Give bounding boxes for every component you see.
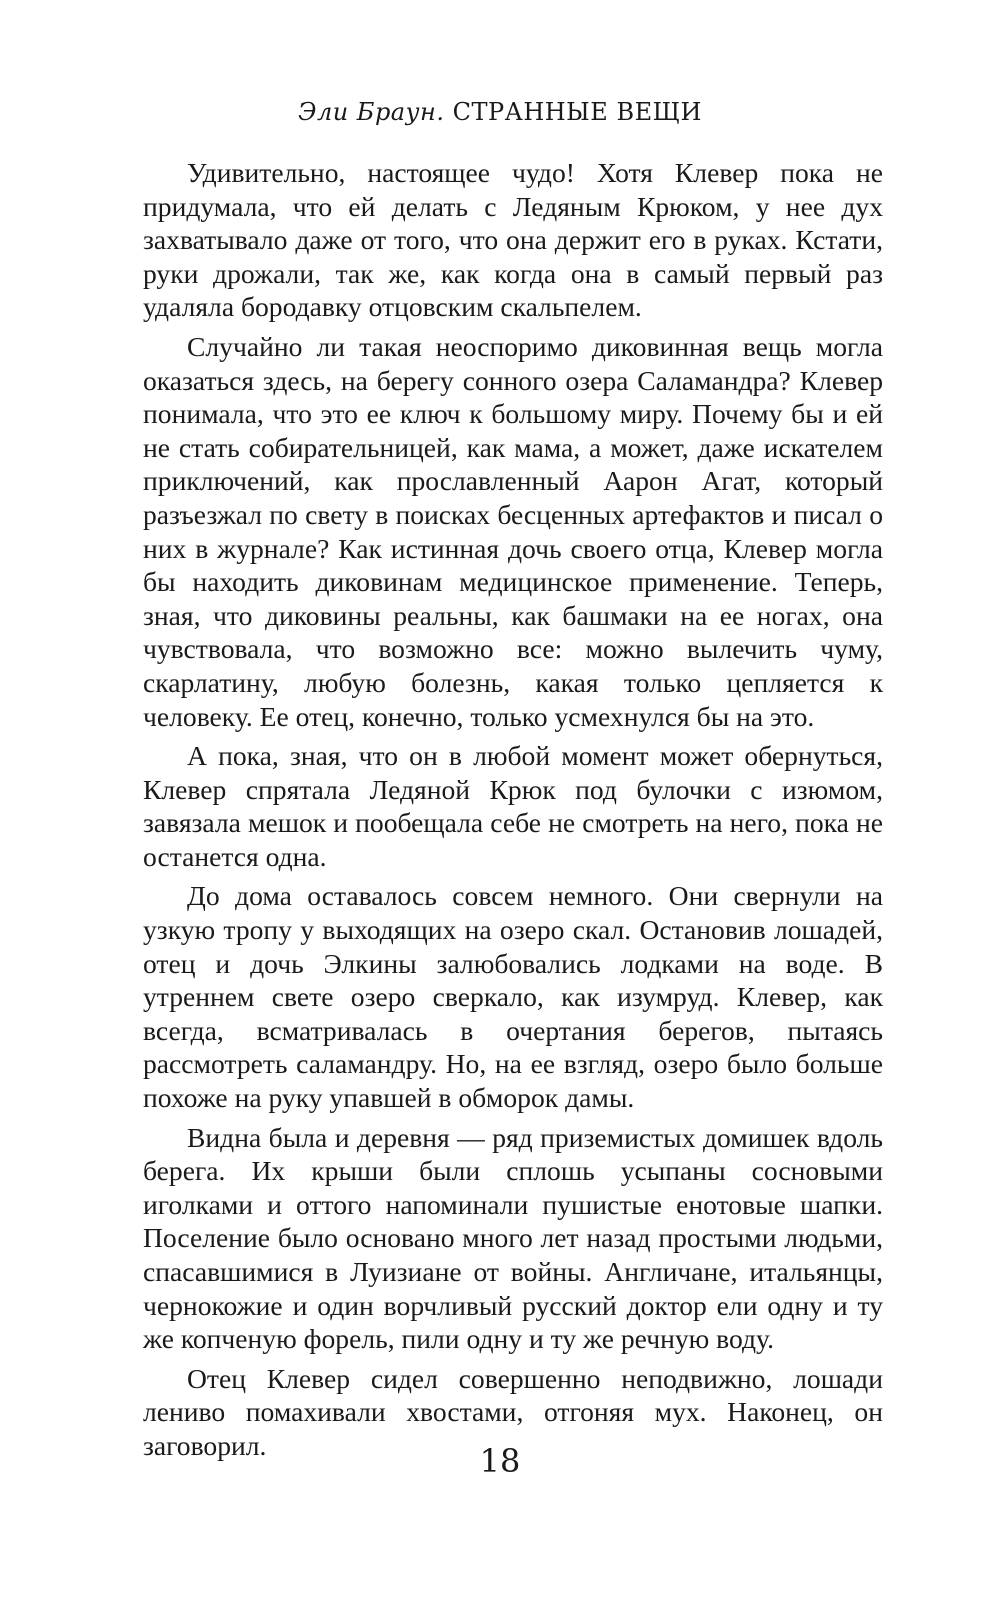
- paragraph-1: Удивительно, настоящее чудо! Хотя Клевер пока не придумала, что ей делать с Ледяным Крюком, у нее дух захватывало даже от того, что она держит его в руках. Кстати, руки дрожали, так же, как когда она в самый первый раз удаляла бородавку отцовским скальпелем.: [143, 157, 883, 323]
- header-author: Эли Браун.: [298, 98, 445, 126]
- paragraph-5: Видна была и деревня — ряд приземистых домишек вдоль берега. Их крыши были сплошь усыпаны сосновыми иголками и оттого напоминали пушистые енотовые шапки. Поселение было основано много лет назад простыми людьми, спасавшимися в Луизиане от войны. Англичане, итальянцы, чернокожие и один ворчливый русский доктор ели одну и ту же копченую форель, пили одну и ту же речную воду.: [143, 1121, 883, 1355]
- paragraph-4: До дома оставалось совсем немного. Они свернули на узкую тропу у выходящих на озеро скал. Остановив лошадей, отец и дочь Элкины залюбовались лодками на воде. В утреннем свете озеро сверкало, как изумруд. Клевер, как всегда, всматривалась в очертания берегов, пытаясь рассмотреть саламандру. Но, на ее взгляд, озеро было больше похоже на руку упавшей в обморок дамы.: [143, 880, 883, 1114]
- header-title: СТРАННЫЕ ВЕЩИ: [452, 98, 702, 126]
- paragraph-6: Отец Клевер сидел совершенно неподвижно, лошади лениво помахивали хвостами, отгоняя мух. Наконец, он заговорил.: [143, 1362, 883, 1461]
- body-text: [143, 156, 883, 1469]
- running-header: [0, 98, 1000, 126]
- paragraph-2: Случайно ли такая неоспоримо диковинная вещь могла оказаться здесь, на берегу сонного озера Саламандра? Клевер понимала, что это ее ключ к большому миру. Почему бы и ей не стать собирательницей, как мама, а может, даже искателем приключений, как прославленный Аарон Агат, который разъезжал по свету в поисках бесценных артефактов и писал о них в журнале? Как истинная дочь своего отца, Клевер могла бы находить диковинам медицинское применение. Теперь, зная, что диковины реальны, как башмаки на ее ногах, она чувствовала, что возможно все: можно вылечить чуму, скарлатину, любую болезнь, какая только цепляется к человеку. Ее отец, конечно, только усмехнулся бы на это.: [143, 330, 883, 732]
- paragraph-3: А пока, зная, что он в любой момент может обернуться, Клевер спрятала Ледяной Крюк под булочки с изюмом, завязала мешок и пообещала себе не смотреть на него, пока не останется одна.: [143, 740, 883, 872]
- page-number: 18: [479, 1442, 521, 1480]
